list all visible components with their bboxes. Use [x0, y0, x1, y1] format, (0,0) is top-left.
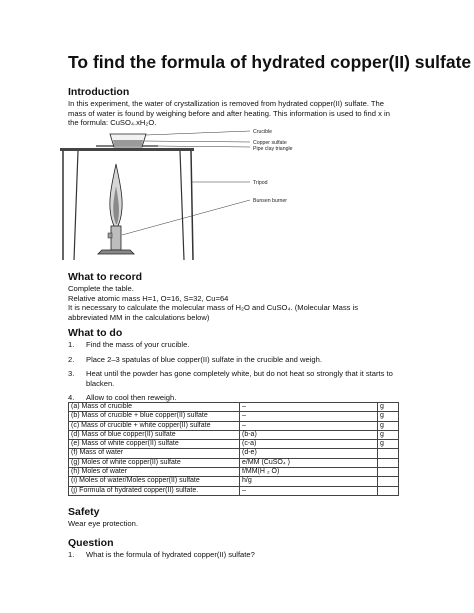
row-label: (e) Mass of white copper(II) sulfate — [69, 440, 240, 449]
row-label: (j) Formula of hydrated copper(II) sulfate. — [69, 486, 240, 495]
table-row — [69, 468, 399, 477]
question-number: 1. — [68, 550, 75, 559]
what-to-record-heading: What to record — [68, 271, 143, 283]
row-calc: (c-a) — [240, 440, 378, 449]
row-unit: g — [378, 403, 399, 412]
table-row — [69, 449, 399, 458]
tripod-top — [60, 148, 194, 151]
step-text: Place 2–3 spatulas of blue copper(II) sulfate in the crucible and weigh. — [86, 354, 322, 364]
step-number: 2. — [68, 354, 75, 364]
row-unit — [378, 468, 399, 477]
table-row — [69, 430, 399, 439]
question-text: What is the formula of hydrated copper(II) sulfate? — [86, 550, 255, 559]
row-label: (g) Moles of white copper(II) sulfate — [69, 458, 240, 467]
step-number: 3. — [68, 369, 75, 379]
page-title: To find the formula of hydrated copper(II) sulfate — [68, 52, 472, 72]
row-unit: g — [378, 412, 399, 421]
introduction-line: In this experiment, the water of crystallization is removed from hydrated copper(II) sulfate. The — [68, 99, 384, 108]
row-unit — [378, 458, 399, 467]
step-item — [68, 355, 408, 365]
introduction-heading: Introduction — [68, 86, 130, 98]
row-calc: – — [240, 421, 378, 430]
label-pipe-clay-triangle: Pipe clay triangle — [253, 146, 293, 152]
copper-sulfate-fill — [113, 140, 143, 146]
row-calc: – — [240, 403, 378, 412]
table-row — [69, 486, 399, 495]
row-label: (c) Mass of crucible + white copper(II) sulfate — [69, 421, 240, 430]
table-row — [69, 421, 399, 430]
introduction-line: mass of water is found by weighing before and after heating. This information is used to find x in — [68, 108, 390, 118]
row-unit — [378, 449, 399, 458]
row-label: (d) Mass of blue copper(II) sulfate — [69, 430, 240, 439]
table-row — [69, 403, 399, 412]
row-label: (a) Mass of crucible — [69, 403, 240, 412]
row-unit: g — [378, 421, 399, 430]
step-text: Heat until the powder has gone completely white, but do not heat so strongly that it starts to blacken. — [86, 369, 393, 388]
row-calc: h/g — [240, 477, 378, 486]
row-unit — [378, 486, 399, 495]
tripod-leg-right-back — [180, 151, 184, 260]
table-row — [69, 458, 399, 467]
row-unit: g — [378, 440, 399, 449]
table-row — [69, 412, 399, 421]
label-copper-sulfate: Copper sulfate — [253, 140, 287, 146]
what-to-record-text — [68, 284, 408, 322]
question-heading: Question — [68, 537, 114, 549]
burner-collar — [108, 233, 112, 238]
burner-base — [98, 250, 134, 254]
row-label: (h) Moles of water — [69, 468, 240, 477]
label-crucible: Crucible — [253, 129, 273, 135]
row-calc: (b-a) — [240, 430, 378, 439]
tripod-leg-right — [191, 151, 193, 260]
row-label: (b) Mass of crucible + blue copper(II) sulfate — [69, 412, 240, 421]
table-row — [69, 477, 399, 486]
what-to-do-heading: What to do — [68, 327, 123, 339]
record-line: abbreviated MM in the calculations below) — [68, 312, 210, 322]
step-number: 1. — [68, 340, 75, 349]
safety-text: Wear eye protection. — [68, 519, 138, 528]
results-table — [68, 402, 399, 496]
question-list — [68, 550, 408, 560]
safety-heading: Safety — [68, 506, 100, 518]
label-tripod: Tripod — [253, 180, 268, 186]
tripod-leg-left-back — [74, 151, 78, 260]
row-label: (i) Moles of water/Moles copper(II) sulfate — [69, 477, 240, 486]
step-text: Allow to cool then reweigh. — [86, 393, 177, 403]
introduction-line: the formula: CuSO₄.xH₂O. — [68, 118, 157, 128]
record-line: Relative atomic mass H=1, O=16, S=32, Cu=64 — [68, 293, 229, 303]
row-calc: – — [240, 412, 378, 421]
question-item — [68, 550, 408, 560]
apparatus-diagram — [60, 120, 400, 260]
step-item — [68, 340, 408, 350]
burner-barrel — [111, 226, 121, 250]
row-unit — [378, 477, 399, 486]
step-text: Find the mass of your crucible. — [86, 340, 190, 349]
table-row — [69, 440, 399, 449]
row-unit: g — [378, 430, 399, 439]
step-item — [68, 369, 408, 388]
row-calc: e/MM (CuSO₄ ) — [240, 458, 378, 467]
row-label: (f) Mass of water — [69, 449, 240, 458]
label-bunsen-burner: Bunsen burner — [253, 198, 288, 204]
step-number: 4. — [68, 393, 75, 403]
row-calc: – — [240, 486, 378, 495]
record-line: It is necessary to calculate the molecular mass of H₂O and CuSO₄. (Molecular Mass is — [68, 303, 359, 313]
row-calc: (d-e) — [240, 449, 378, 458]
row-calc: f/MM(H ₂ O) — [240, 468, 378, 477]
steps-list — [68, 340, 408, 403]
record-line: Complete the table. — [68, 284, 134, 293]
